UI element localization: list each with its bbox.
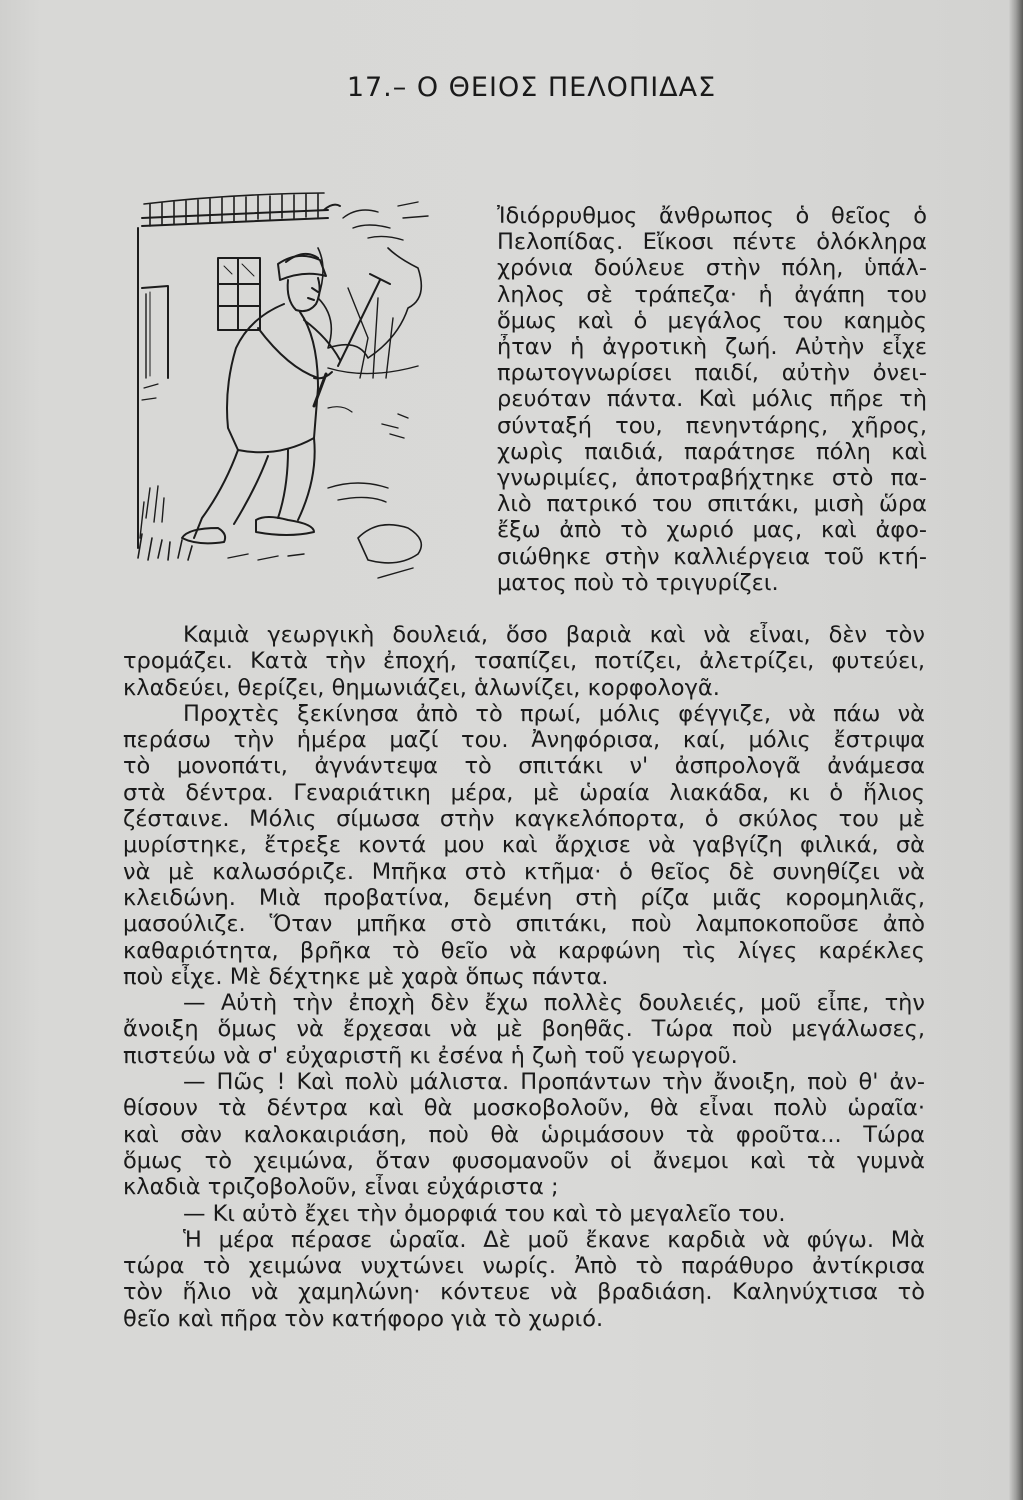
- text-line: ὅμως τὸ χειμώνα, ὅταν φυσομανοῦν οἱ ἄνεμοι καὶ τὰ γυμνὰ: [123, 1147, 925, 1174]
- text-line: ὅμως καὶ ὁ μεγάλος του καημὸς: [497, 307, 927, 334]
- wrapped-paragraph: [497, 203, 927, 596]
- text-line: ἄνοιξη ὅμως νὰ ἔρχεσαι νὰ μὲ βοηθᾶς. Τώρα ποὺ μεγάλωσες,: [123, 1016, 925, 1043]
- text-line: Πελοπίδας. Εἴκοσι πέντε ὁλόκληρα: [497, 229, 927, 256]
- text-line: πρωτογνωρίσει παιδί, αὐτὴν ὀνει-: [497, 360, 927, 387]
- chapter-title: 17.– Ο ΘΕΙΟΣ ΠΕΛΟΠΙΔΑΣ: [346, 72, 717, 103]
- text-line: κλειδώνη. Μιὰ προβατίνα, δεμένη στὴ ρίζα μιᾶς κορομηλιᾶς,: [123, 884, 925, 911]
- text-line: χρόνια δούλευε στὴν πόλη, ὑπάλ-: [497, 255, 927, 282]
- man-hammering-illustration: [128, 188, 448, 608]
- text-line: ληλος σὲ τράπεζα· ἡ ἀγάπη του: [497, 281, 927, 308]
- text-line: κλαδιὰ τριζοβολοῦν, εἶναι εὐχάριστα ;: [123, 1174, 559, 1201]
- page-edge-shadow: [1009, 0, 1023, 1500]
- text-line: — Πῶς ! Καὶ πολὺ μάλιστα. Προπάντων τὴν ἄνοιξη, ποὺ θ' ἀν-: [183, 1069, 925, 1096]
- text-line: τώρα τὸ χειμώνα νυχτώνει νωρίς. Ἀπὸ τὸ παράθυρο ἀντίκρισα: [123, 1253, 925, 1280]
- text-line: χωρὶς παιδιά, παράτησε πόλη καὶ: [497, 438, 927, 465]
- text-line: Προχτὲς ξεκίνησα ἀπὸ τὸ πρωί, μόλις φέγγιζε, νὰ πάω νὰ: [183, 700, 925, 727]
- text-line: Καμιὰ γεωργικὴ δουλειά, ὅσο βαριὰ καὶ νὰ εἶναι, δὲν τὸν: [183, 622, 925, 648]
- text-line: τρομάζει. Κατὰ τὴν ἐποχή, τσαπίζει, ποτίζει, ἀλετρίζει, φυτεύει,: [123, 648, 925, 675]
- text-line: ἔξω ἀπὸ τὸ χωριό μας, καὶ ἀφο-: [497, 517, 927, 544]
- text-line: σύνταξή του, πενηντάρης, χῆρος,: [497, 412, 927, 439]
- text-line: ματος ποὺ τὸ τριγυρίζει.: [497, 569, 779, 596]
- text-line: τὸ μονοπάτι, ἀγνάντεψα τὸ σπιτάκι ν' ἀσπρολογᾶ ἀνάμεσα: [123, 753, 925, 780]
- text-line: ἦταν ἡ ἀγροτικὴ ζωή. Αὐτὴν εἶχε: [497, 334, 927, 361]
- text-line: ποὺ εἶχε. Μὲ δέχτηκε μὲ χαρὰ ὅπως πάντα.: [123, 963, 609, 990]
- text-line: τὸν ἥλιο νὰ χαμηλώνη· κόντευε νὰ βραδιάση. Καληνύχτισα τὸ: [123, 1279, 925, 1306]
- text-line: γνωριμίες, ἀποτραβήχτηκε στὸ πα-: [497, 465, 927, 492]
- text-line: — Κι αὐτὸ ἔχει τὴν ὀμορφιά του καὶ τὸ μεγαλεῖο του.: [183, 1200, 786, 1227]
- text-line: πιστεύω νὰ σ' εὐχαριστῆ κι ἐσένα ἡ ζωὴ τοῦ γεωργοῦ.: [123, 1042, 738, 1069]
- text-line: μυρίστηκε, ἔτρεξε κοντά μου καὶ ἄρχισε νὰ γαβγίζη φιλικά, σὰ: [123, 832, 925, 859]
- text-line: κλαδεύει, θερίζει, θημωνιάζει, ἁλωνίζει, κορφολογᾶ.: [123, 674, 720, 701]
- text-line: περάσω τὴν ἡμέρα μαζί του. Ἀνηφόρισα, καί, μόλις ἔστριψα: [123, 727, 925, 754]
- text-line: λιὸ πατρικό του σπιτάκι, μισὴ ὥρα: [497, 491, 927, 518]
- text-line: ρευόταν πάντα. Καὶ μόλις πῆρε τὴ: [497, 386, 927, 413]
- text-line: — Αὐτὴ τὴν ἐποχὴ δὲν ἔχω πολλὲς δουλειές, μοῦ εἶπε, τὴν: [183, 990, 925, 1017]
- text-line: θεῖο καὶ πῆρα τὸν κατήφορο γιὰ τὸ χωριό.: [123, 1305, 604, 1332]
- text-line: θίσουν τὰ δέντρα καὶ θὰ μοσκοβολοῦν, θὰ εἶναι πολὺ ὡραῖα·: [123, 1095, 925, 1122]
- text-line: καθαριότητα, βρῆκα τὸ θεῖο νὰ καρφώνη τὶς λίγες καρέκλες: [123, 937, 925, 964]
- text-line: στὰ δέντρα. Γεναριάτικη μέρα, μὲ ὡραία λιακάδα, κι ὁ ἥλιος: [123, 779, 925, 806]
- text-line: Ἰδιόρρυθμος ἄνθρωπος ὁ θεῖος ὁ: [497, 203, 927, 229]
- text-line: Ἡ μέρα πέρασε ὡραῖα. Δὲ μοῦ ἔκανε καρδιὰ νὰ φύγω. Μὰ: [183, 1226, 925, 1253]
- text-line: μασούλιζε. Ὅταν μπῆκα στὸ σπιτάκι, ποὺ λαμποκοποῦσε ἀπὸ: [123, 911, 925, 938]
- text-line: νὰ μὲ καλωσόριζε. Μπῆκα στὸ κτῆμα· ὁ θεῖος δὲ συνηθίζει νὰ: [123, 858, 925, 885]
- text-line: καὶ σὰν καλοκαιριάση, ποὺ θὰ ὡριμάσουν τὰ φροῦτα... Τώρα: [123, 1121, 925, 1148]
- text-line: σιώθηκε στὴν καλλιέργεια τοῦ κτή-: [497, 543, 927, 570]
- text-line: ζέσταινε. Μόλις σίμωσα στὴν καγκελόπορτα, ὁ σκύλος του μὲ: [123, 806, 925, 833]
- body-text: [123, 622, 925, 1332]
